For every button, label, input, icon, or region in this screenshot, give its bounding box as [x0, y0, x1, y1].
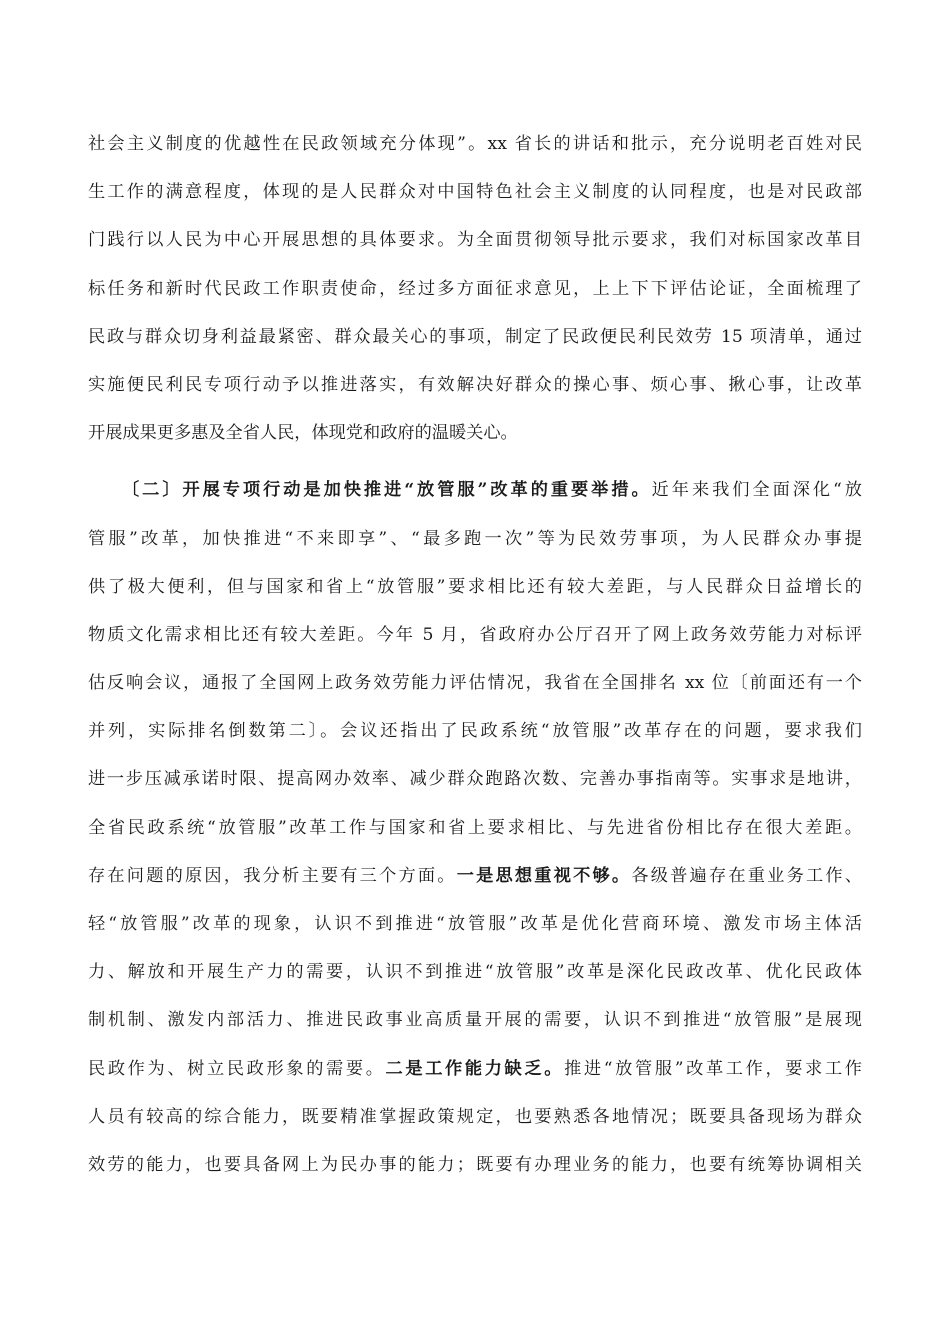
text-line: 人员有较高的综合能力，既要精准掌握政策规定，也要熟悉各地情况；既要具备现场为群众 — [88, 1106, 862, 1127]
section-heading: 〔二〕开展专项行动是加快推进“放管服”改革的重要举措。 — [122, 480, 652, 501]
point-heading-2: 二是工作能力缺乏。 — [385, 1058, 565, 1079]
text-line: 力、解放和开展生产力的需要，认识不到推进“放管服”改革是深化民政改革、优化民政体 — [88, 962, 862, 983]
text-line: 进一步压减承诺时限、提高网办效率、减少群众跑路次数、完善办事指南等。实事求是地讲， — [88, 769, 862, 790]
text-line: 效劳的能力，也要具备网上为民办事的能力；既要有办理业务的能力，也要有统筹协调相关 — [88, 1154, 862, 1175]
text-line: 并列，实际排名倒数第二〕。会议还指出了民政系统“放管服”改革存在的问题，要求我们 — [88, 721, 862, 742]
text-run: 民政作为、树立民政形象的需要。 — [88, 1058, 386, 1079]
text-line: 轻“放管服”改革的现象，认识不到推进“放管服”改革是优化营商环境、激发市场主体活 — [88, 914, 862, 934]
text-line: 社会主义制度的优越性在民政领域充分体现”。xx 省长的讲话和批示，充分说明老百姓对民 — [88, 134, 862, 154]
text-line: 开展成果更多惠及全省人民，体现党和政府的温暖关心。 — [88, 423, 518, 444]
text-line — [122, 466, 862, 514]
text-line: 供了极大便利，但与国家和省上“放管服”要求相比还有较大差距，与人民群众日益增长的 — [88, 576, 862, 597]
point-heading-1: 一是思想重视不够。 — [456, 865, 632, 886]
text-line: 民政与群众切身利益最紧密、群众最关心的事项，制定了民政便民利民效劳 15 项清单，通过 — [88, 326, 862, 347]
paragraph-2 — [88, 466, 862, 1189]
text-line: 管服”改革，加快推进“不来即享”、“最多跑一次”等为民效劳事项，为人民群众办事提 — [88, 528, 862, 549]
paragraph-1 — [88, 120, 862, 457]
text-line — [88, 852, 862, 900]
text-line: 制机制、激发内部活力、推进民政事业高质量开展的需要，认识不到推进“放管服”是展现 — [88, 1010, 862, 1031]
text-line: 生工作的满意程度，体现的是人民群众对中国特色社会主义制度的认同程度，也是对民政部 — [88, 182, 862, 203]
text-run: 推进“放管服”改革工作，要求工作 — [564, 1058, 862, 1079]
text-line — [88, 1045, 862, 1093]
text-line: 标任务和新时代民政工作职责使命，经过多方面征求意见，上上下下评估论证，全面梳理了 — [88, 278, 862, 299]
document-page — [88, 120, 862, 1189]
text-run: 存在问题的原因，我分析主要有三个方面。 — [88, 865, 457, 886]
text-line: 物质文化需求相比还有较大差距。今年 5 月，省政府办公厅召开了网上政务效劳能力对标评 — [88, 624, 862, 645]
text-line: 估反响会议，通报了全国网上政务效劳能力评估情况，我省在全国排名 xx 位〔前面还有一个 — [88, 673, 862, 694]
text-line: 全省民政系统“放管服”改革工作与国家和省上要求相比、与先进省份相比存在很大差距。 — [88, 817, 862, 838]
text-run: 近年来我们全面深化“放 — [651, 480, 862, 501]
text-line: 门践行以人民为中心开展思想的具体要求。为全面贯彻领导批示要求，我们对标国家改革目 — [88, 230, 862, 251]
text-line: 实施便民利民专项行动予以推进落实，有效解决好群众的操心事、烦心事、揪心事，让改革 — [88, 374, 862, 395]
text-run: 各级普遍存在重业务工作、 — [631, 865, 862, 886]
